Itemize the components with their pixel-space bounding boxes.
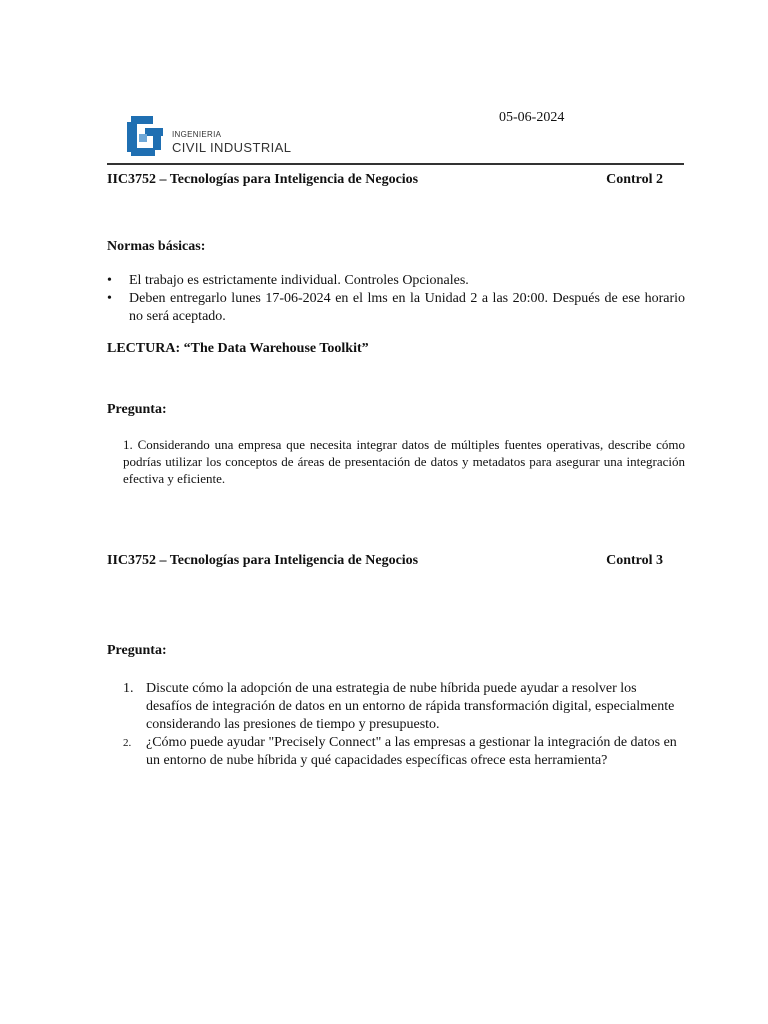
list-item bbox=[107, 734, 677, 770]
institution-logo bbox=[127, 114, 307, 162]
control2-course-line bbox=[107, 172, 663, 188]
bullet-icon: • bbox=[107, 273, 112, 288]
control3-question-list bbox=[107, 680, 677, 770]
reading-heading: LECTURA: “The Data Warehouse Toolkit” bbox=[107, 341, 369, 356]
rules-heading: Normas básicas: bbox=[107, 239, 206, 254]
header-divider bbox=[107, 163, 684, 165]
logo-text-bottom: CIVIL INDUSTRIAL bbox=[172, 140, 292, 155]
document-date: 05-06-2024 bbox=[499, 110, 565, 125]
rule-item bbox=[107, 290, 685, 326]
question-number: 1. bbox=[123, 437, 133, 452]
control2-question bbox=[123, 436, 685, 487]
logo-text-top: INGENIERIA bbox=[172, 130, 222, 139]
question-text: ¿Cómo puede ayudar "Precisely Connect" a las empresas a gestionar la integración de datos en un entorno de nube híbrida y qué capacidades específicas ofrece esta herramienta? bbox=[146, 735, 677, 768]
control2-course-title: IIC3752 – Tecnologías para Inteligencia de Negocios bbox=[107, 172, 419, 187]
rule-text: Deben entregarlo lunes 17-06-2024 en el lms en la Unidad 2 a las 20:00. Después de ese horario no será aceptado. bbox=[129, 291, 685, 324]
rule-text: El trabajo es estrictamente individual. Controles Opcionales. bbox=[129, 273, 469, 288]
question-number: 2. bbox=[123, 737, 132, 749]
control3-question-heading: Pregunta: bbox=[107, 643, 167, 658]
control2-question-heading: Pregunta: bbox=[107, 402, 167, 417]
logo-mark-icon bbox=[127, 114, 167, 160]
control3-course-line bbox=[107, 553, 663, 569]
control2-label: Control 2 bbox=[606, 172, 663, 187]
question-text: Discute cómo la adopción de una estrategia de nube híbrida puede ayudar a resolver los desafíos de integración de datos en un entorno de rápida transformación digital, especialmente considerando las presiones de tiempo y presupuesto. bbox=[146, 681, 675, 732]
rules-list bbox=[107, 272, 685, 326]
question-text: Considerando una empresa que necesita integrar datos de múltiples fuentes operativas, describe cómo podrías utilizar los conceptos de áreas de presentación de datos y metadatos para asegurar una integración efectiva y eficiente. bbox=[123, 437, 686, 486]
rule-item bbox=[107, 272, 685, 290]
bullet-icon: • bbox=[107, 291, 112, 306]
list-item bbox=[107, 680, 677, 734]
question-number: 1. bbox=[123, 681, 134, 696]
control3-label: Control 3 bbox=[606, 553, 663, 568]
control3-course-title: IIC3752 – Tecnologías para Inteligencia de Negocios bbox=[107, 553, 419, 568]
